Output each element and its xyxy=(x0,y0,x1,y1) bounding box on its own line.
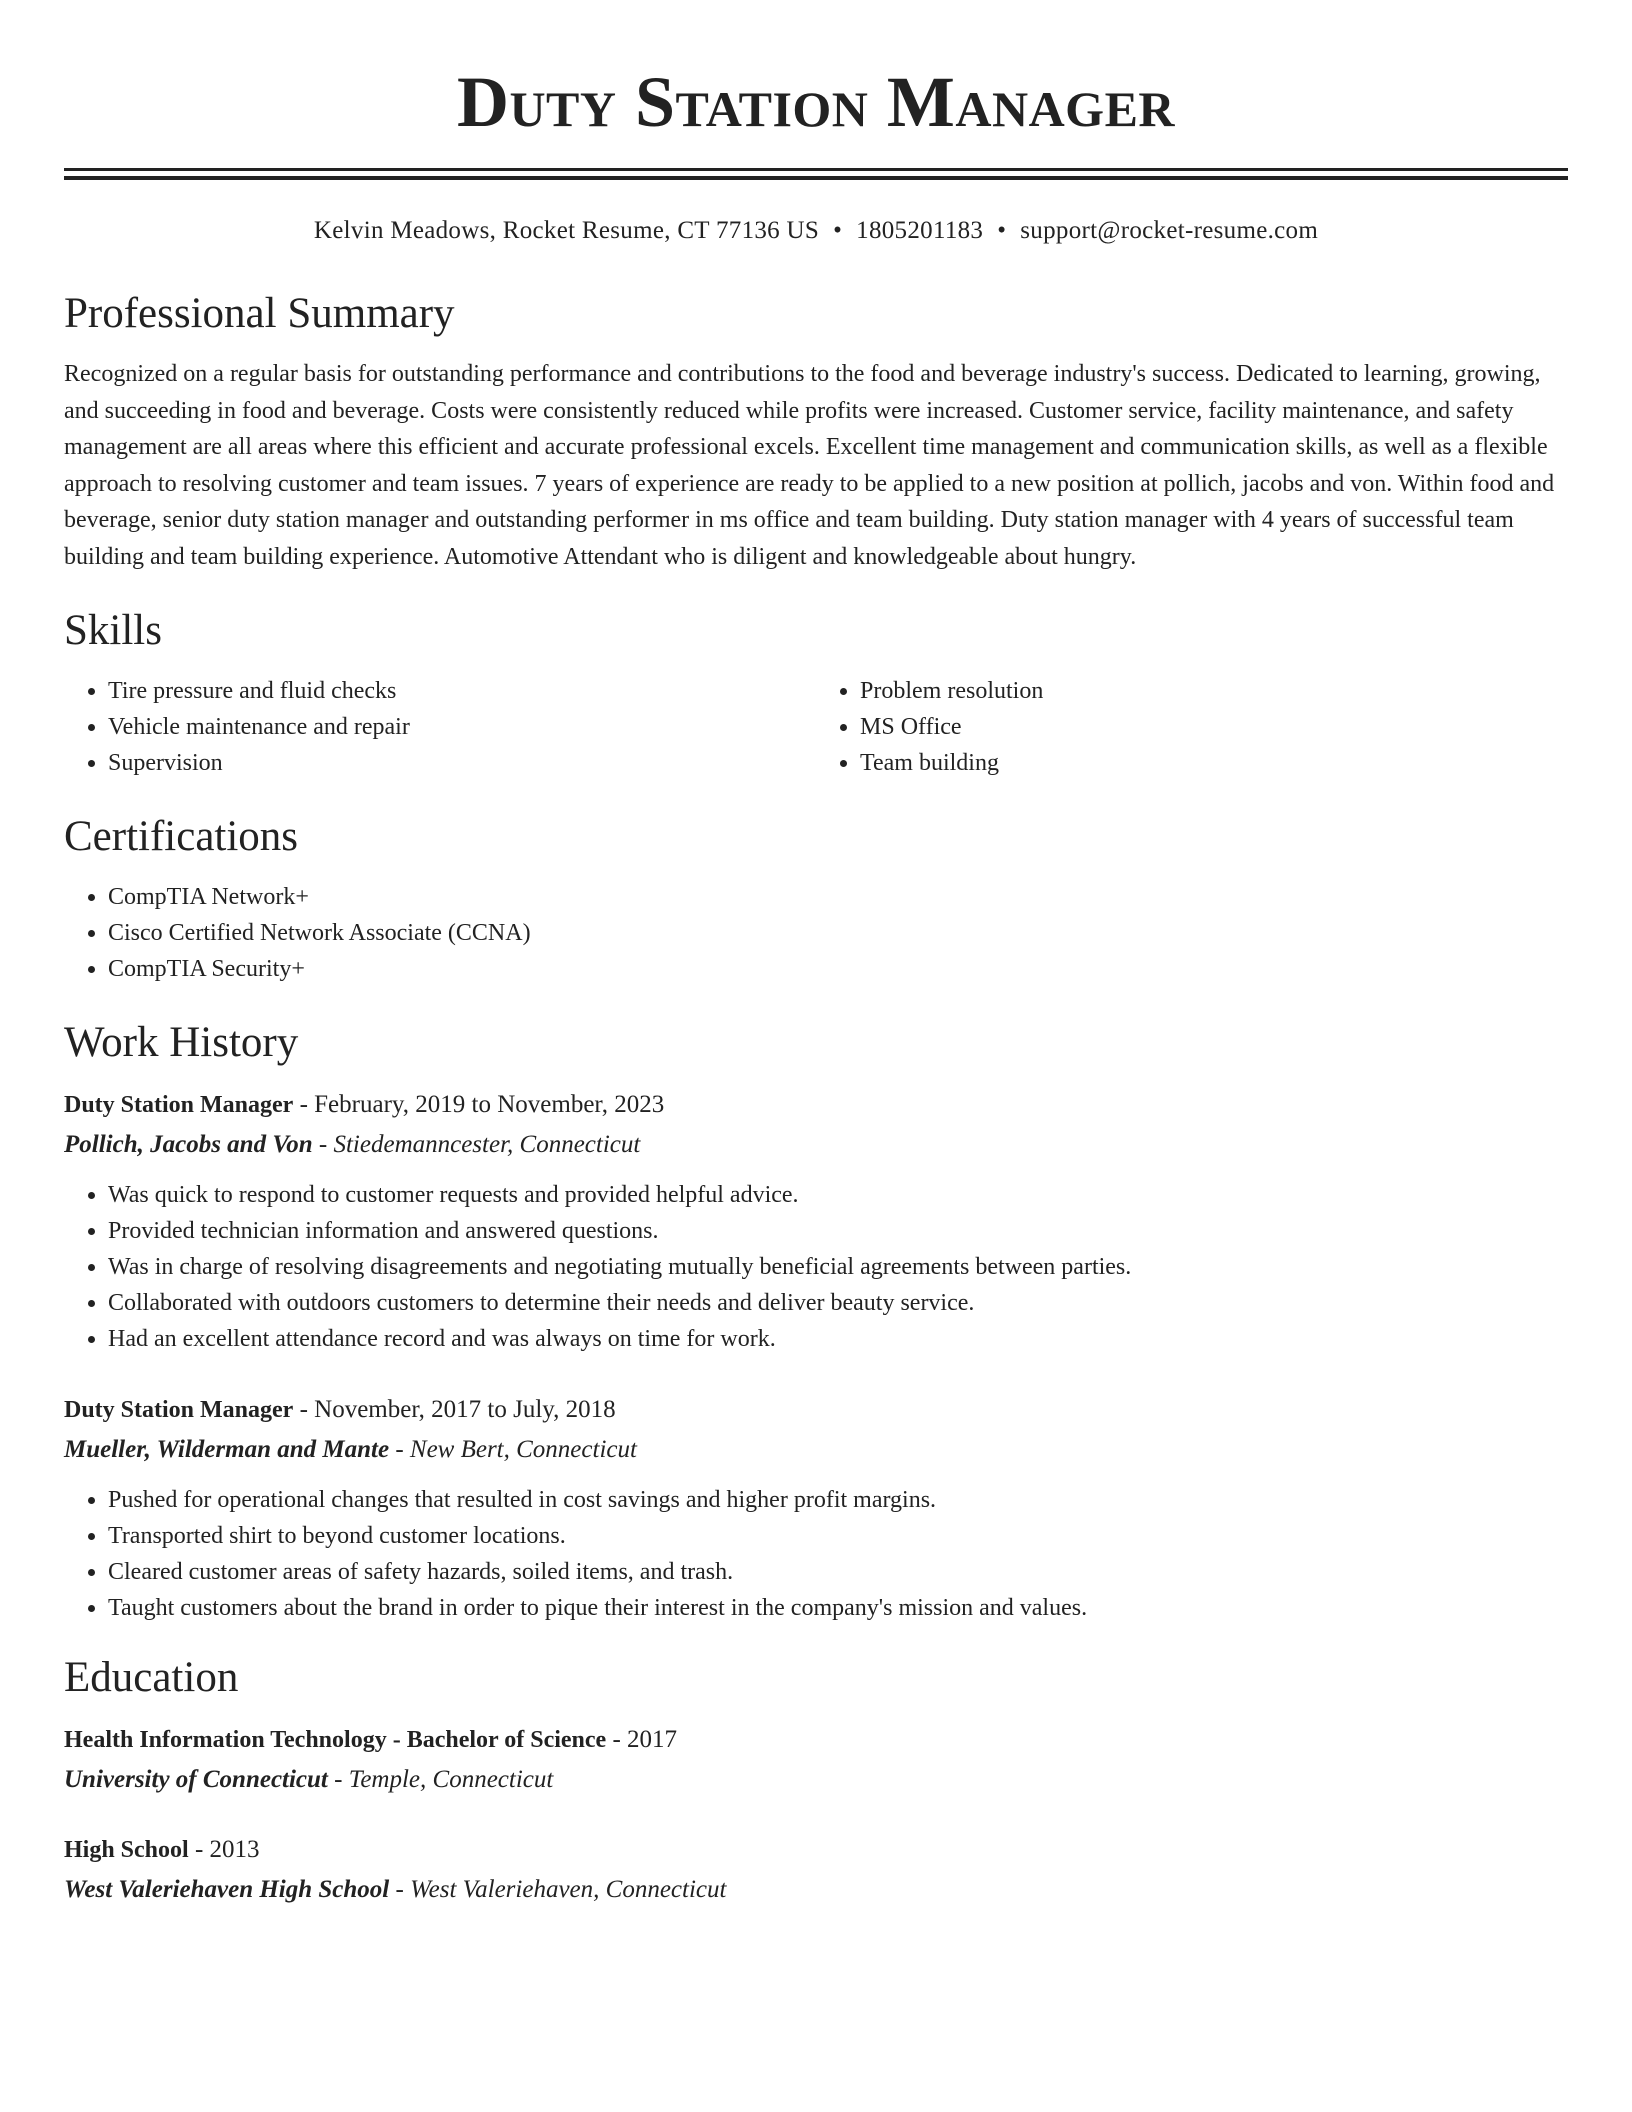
job-company: Mueller, Wilderman and Mante xyxy=(64,1436,390,1463)
page-title: Duty Station Manager xyxy=(456,62,1176,142)
job-duty-item: • Collaborated with outdoors customers to determine their needs and deliver beauty service. xyxy=(108,1285,1568,1321)
job-duty-item: • Was quick to respond to customer requests and provided helpful advice. xyxy=(108,1177,1568,1213)
bullet-separator: • xyxy=(997,217,1007,244)
job-duty-item: • Provided technician information and answered questions. xyxy=(108,1213,1568,1249)
summary-text: Recognized on a regular basis for outstanding performance and contributions to the food and beverage industry's success. Dedicated to learning, growing, and succeeding in food and beverage. Costs were consistently reduced while profits were increased. Customer service, facility maintenance, and safety management are all areas where this efficient and accurate professional excels. Excellent time management and communication skills, as well as a flexible approach to resolving customer and team issues. 7 years of experience are ready to be applied to a new position at pollich, jacobs and von. Within food and beverage, senior duty station manager and outstanding performer in ms office and team building. Duty station manager with 4 years of successful team building and team building experience. Automotive Attendant who is diligent and knowledgeable about hungry. xyxy=(64,361,1555,570)
job-title-line xyxy=(64,1390,1568,1430)
contact-line xyxy=(64,214,1568,248)
job-title: Duty Station Manager xyxy=(64,1092,294,1118)
contact-phone: 1805201183 xyxy=(856,217,984,244)
skills-heading: Skills xyxy=(64,607,162,654)
education-year: - 2017 xyxy=(606,1726,678,1753)
job-duties-list xyxy=(64,1482,1568,1626)
education-school-line xyxy=(64,1870,1568,1910)
skills-column-right xyxy=(816,673,1568,781)
job-duty-item: • Pushed for operational changes that resulted in cost savings and higher profit margins. xyxy=(108,1482,1568,1518)
education-heading: Education xyxy=(64,1654,239,1701)
title-divider-top xyxy=(64,168,1568,171)
job-location: - New Bert, Connecticut xyxy=(389,1436,637,1463)
job-duty-item: • Was in charge of resolving disagreements and negotiating mutually beneficial agreements between parties. xyxy=(108,1249,1568,1285)
certifications-heading: Certifications xyxy=(64,813,299,860)
summary-heading: Professional Summary xyxy=(64,290,455,337)
education-year: - 2013 xyxy=(188,1836,260,1863)
education-school: West Valeriehaven High School xyxy=(64,1876,390,1903)
job-duty-item: • Transported shirt to beyond customer locations. xyxy=(108,1518,1568,1554)
certification-item: • Cisco Certified Network Associate (CCNA) xyxy=(108,915,1568,951)
job-duty-item: • Had an excellent attendance record and was always on time for work. xyxy=(108,1321,1568,1357)
skills-list xyxy=(64,673,1568,781)
job-title: Duty Station Manager xyxy=(64,1397,294,1423)
certification-item: • CompTIA Network+ xyxy=(108,879,1568,915)
job-duty-item: • Cleared customer areas of safety hazards, soiled items, and trash. xyxy=(108,1554,1568,1590)
education-degree-line xyxy=(64,1720,1568,1760)
job-dates: - November, 2017 to July, 2018 xyxy=(293,1396,616,1423)
education-entry xyxy=(64,1720,1568,1800)
job-company-line xyxy=(64,1125,1568,1165)
education-entry xyxy=(64,1830,1568,1910)
work-history-heading: Work History xyxy=(64,1019,299,1066)
contact-email: support@rocket-resume.com xyxy=(1020,217,1319,244)
skill-item: • MS Office xyxy=(860,709,1568,745)
education-degree: Health Information Technology - Bachelor of Science xyxy=(64,1727,607,1753)
job-entry xyxy=(64,1085,1568,1357)
skill-item: • Supervision xyxy=(108,745,816,781)
job-title-line xyxy=(64,1085,1568,1125)
job-duty-item: • Taught customers about the brand in order to pique their interest in the company's mission and values. xyxy=(108,1590,1568,1626)
bullet-separator: • xyxy=(833,217,843,244)
certification-item: • CompTIA Security+ xyxy=(108,951,1568,987)
education-location: - Temple, Connecticut xyxy=(327,1766,554,1793)
job-dates: - February, 2019 to November, 2023 xyxy=(293,1091,665,1118)
job-company: Pollich, Jacobs and Von xyxy=(64,1131,313,1158)
education-degree-line xyxy=(64,1830,1568,1870)
skill-item: • Team building xyxy=(860,745,1568,781)
education-degree: High School xyxy=(64,1837,189,1863)
skill-item: • Problem resolution xyxy=(860,673,1568,709)
skill-item: • Tire pressure and fluid checks xyxy=(108,673,816,709)
resume-page xyxy=(64,0,1568,1910)
job-location: - Stiedemanncester, Connecticut xyxy=(312,1131,641,1158)
job-company-line xyxy=(64,1430,1568,1470)
title-divider-bottom xyxy=(64,176,1568,180)
certifications-list xyxy=(64,879,1568,987)
education-school: University of Connecticut xyxy=(64,1766,328,1793)
skill-item: • Vehicle maintenance and repair xyxy=(108,709,816,745)
education-school-line xyxy=(64,1760,1568,1800)
contact-address: Kelvin Meadows, Rocket Resume, CT 77136 US xyxy=(313,217,820,244)
education-location: - West Valeriehaven, Connecticut xyxy=(389,1876,727,1903)
job-duties-list xyxy=(64,1177,1568,1357)
job-entry xyxy=(64,1390,1568,1626)
skills-column-left xyxy=(64,673,816,781)
